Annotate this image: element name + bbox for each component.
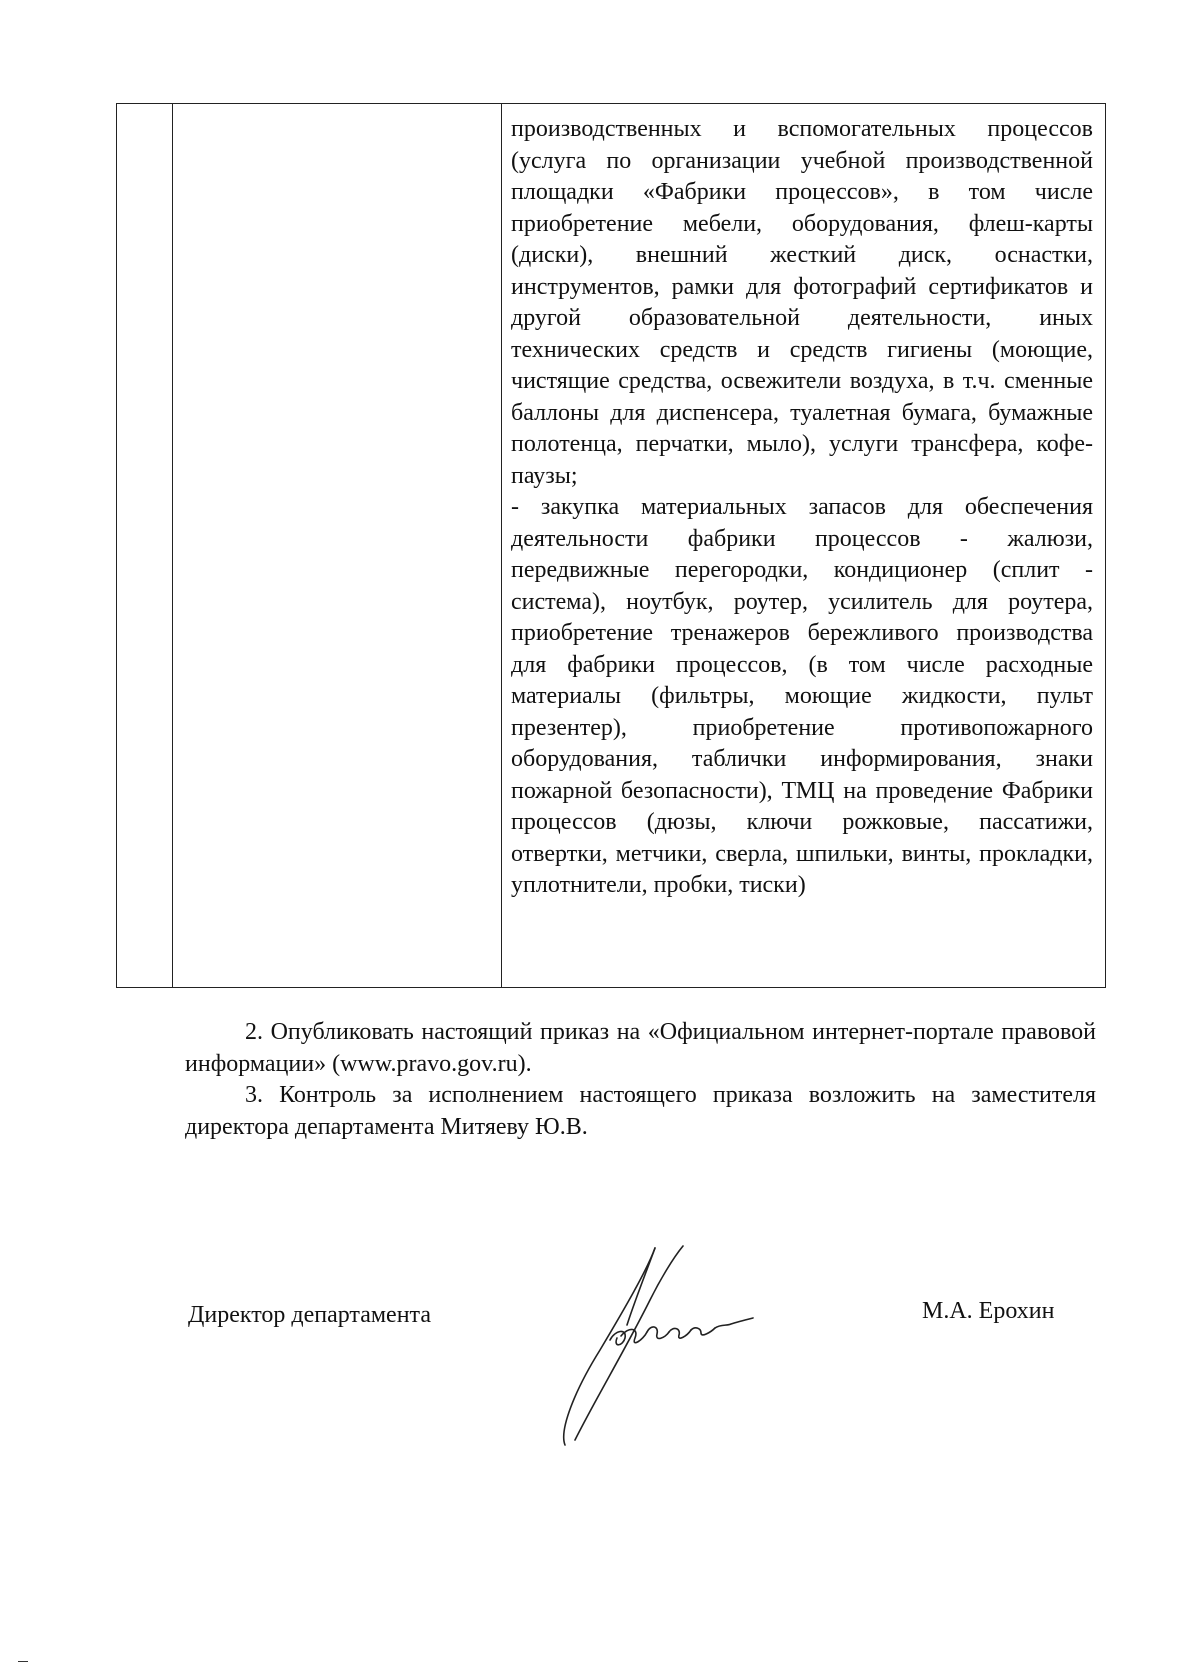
table-cell-description: [511, 114, 1093, 902]
signatory-name: М.А. Ерохин: [922, 1298, 1055, 1324]
handwritten-signature: [555, 1240, 795, 1450]
order-item-3: 3. Контроль за исполнением настоящего приказа возложить на заместителя директора департамента Митяеву Ю.В.: [185, 1082, 1096, 1140]
order-item-2: 2. Опубликовать настоящий приказ на «Официальном интернет-портале правовой информации» (www.pravo.gov.ru).: [185, 1019, 1096, 1077]
cell-paragraph-2: - закупка материальных запасов для обеспечения деятельности фабрики процессов - жалюзи, передвижные перегородки, кондиционер (сплит - система), ноутбук, роутер, усилитель для роутера, приобретение тренажеров бережливого производства для фабрики процессов, (в том числе расходные материалы (фильтры, моющие жидкости, пульт презентер), приобретение противопожарного оборудования, таблички информирования, знаки пожарной безопасности), ТМЦ на проведение Фабрики процессов (дюзы, ключи рожковые, пассатижи, отвертки, метчики, сверла, шпильки, винты, прокладки, уплотнители, пробки, тиски): [511, 494, 1093, 898]
table-column-divider-1: [172, 104, 173, 987]
table-continuation: [116, 103, 1106, 988]
signatory-position: Директор департамента: [188, 1302, 431, 1328]
cell-paragraph-1: производственных и вспомогательных процессов (услуга по организации учебной производственной площадки «Фабрики процессов», в том числе приобретение мебели, оборудования, флеш-карты (диски), внешний жесткий диск, оснастки, инструментов, рамки для фотографий сертификатов и другой образовательной деятельности, иных технических средств и средств гигиены (моющие, чистящие средства, освежители воздуха, в т.ч. сменные баллоны для диспенсера, туалетная бумага, бумажные полотенца, перчатки, мыло), услуги трансфера, кофе-паузы;: [511, 116, 1093, 489]
order-items: [185, 1017, 1096, 1143]
page-mark: [18, 1661, 28, 1662]
table-column-divider-2: [501, 104, 502, 987]
